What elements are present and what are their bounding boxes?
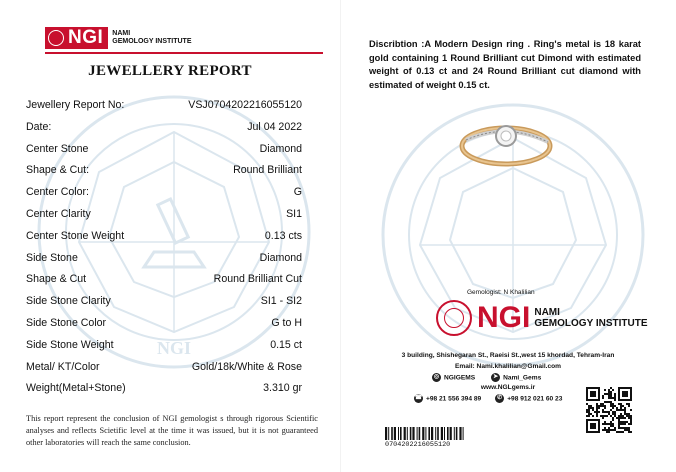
report-row [26, 357, 302, 379]
report-row [26, 248, 302, 270]
mobile-number: +98 912 021 60 23 [507, 395, 563, 403]
row-label: Shape & Cut [26, 273, 87, 286]
social-links [432, 373, 541, 382]
report-row [26, 269, 302, 291]
ring-photo [456, 112, 556, 174]
report-row [26, 139, 302, 161]
row-value: 3.310 gr [263, 382, 302, 395]
row-label: Center Stone [26, 142, 89, 155]
row-value: G [293, 186, 302, 199]
header-divider [45, 52, 323, 54]
row-value: Jul 04 2022 [247, 120, 302, 133]
row-label: Side Stone [26, 251, 78, 264]
telegram-icon: ➤ [493, 374, 499, 380]
mobile-icon: ✆ [497, 395, 503, 401]
qr-code [586, 387, 632, 433]
barcode [385, 427, 465, 440]
row-label: Weight(Metal+Stone) [26, 382, 126, 395]
report-row [26, 335, 302, 357]
report-row [26, 204, 302, 226]
row-value: G to H [271, 316, 302, 329]
brand-name: NGI [68, 27, 104, 48]
website-link[interactable]: www.NGLgems.ir [480, 384, 536, 391]
brand-logo-large [436, 300, 648, 336]
email-text: Email: Nami.khalilian@Gmail.com [454, 363, 562, 370]
brand-logo [45, 27, 192, 49]
report-row [26, 95, 302, 117]
row-value: Diamond [259, 251, 302, 264]
row-value: VSJ0704202216055120 [188, 99, 302, 111]
instagram-link[interactable] [432, 373, 475, 382]
phone-numbers [414, 394, 562, 403]
report-row [26, 313, 302, 335]
institute-line-2-large: GEMOLOGY INSTITUTE [534, 318, 648, 329]
instagram-handle: NGIGEMS [444, 374, 476, 382]
report-row [26, 378, 302, 400]
row-value: Diamond [259, 142, 302, 155]
report-row [26, 182, 302, 204]
phone-number: +98 21 556 394 89 [426, 395, 482, 403]
seal-icon [48, 30, 64, 46]
row-value: SI1 [286, 207, 302, 220]
address-text: 3 building, Shishegaran St., Raeisi St.,west 15 khordad, Tehram-Iran [401, 352, 615, 359]
report-row [26, 291, 302, 313]
row-label: Metal/ KT/Color [26, 360, 100, 373]
row-label: Center Stone Weight [26, 229, 125, 242]
row-label: Side Stone Clarity [26, 295, 111, 308]
row-value: Gold/18k/White & Rose [191, 360, 302, 373]
row-value: SI1 - SI2 [260, 295, 302, 308]
ring-description: Discribtion :A Modern Design ring . Ring's metal is 18 karat gold containing 1 Round Brilliant cut Dimond with estimated weight of 0.13 ct and 24 Round Brilliant cut diamond with estimated of weight 0.15 ct. [369, 39, 641, 90]
institute-line-2: GEMOLOGY INSTITUTE [112, 38, 192, 45]
phone-icon: ☎ [414, 395, 423, 401]
seal-icon [436, 300, 472, 336]
barcode-number: 0704202216055120 [385, 441, 451, 449]
row-value: Round Brilliant [233, 164, 302, 177]
row-value: 0.15 ct [270, 338, 302, 351]
row-label: Side Stone Color [26, 316, 107, 329]
row-value: Round Brilliant Cut [213, 273, 302, 286]
institute-line-1: NAMI [112, 30, 131, 37]
row-label: Center Clarity [26, 207, 91, 220]
row-label: Side Stone Weight [26, 338, 114, 351]
institute-line-1-large: NAMI [534, 307, 560, 318]
row-value: 0.13 cts [264, 229, 302, 242]
report-row [26, 117, 302, 139]
telegram-link[interactable] [491, 373, 541, 382]
report-details-table [26, 95, 302, 400]
row-label: Center Color: [26, 186, 89, 199]
gemologist-name: Gemologist: N Khalilian [467, 289, 535, 296]
report-row [26, 160, 302, 182]
instagram-icon: ◎ [433, 374, 440, 380]
telegram-handle: Nami_Gems [503, 374, 542, 382]
row-label: Shape & Cut: [26, 164, 90, 177]
row-label: Jewellery Report No: [26, 99, 125, 111]
row-label: Date: [26, 120, 52, 133]
report-title: JEWELLERY REPORT [88, 63, 252, 79]
disclaimer-text: This report represent the conclusion of NGI gemologist s through rigorous Scientific analyses and reflects Scietific level at the time it was issued, but it is not guaranteed other laboratories will reach the same conclusion. [26, 414, 318, 447]
report-row [26, 226, 302, 248]
watermark-text-left: NGI [156, 338, 192, 358]
brand-name-large: NGI [477, 301, 531, 334]
